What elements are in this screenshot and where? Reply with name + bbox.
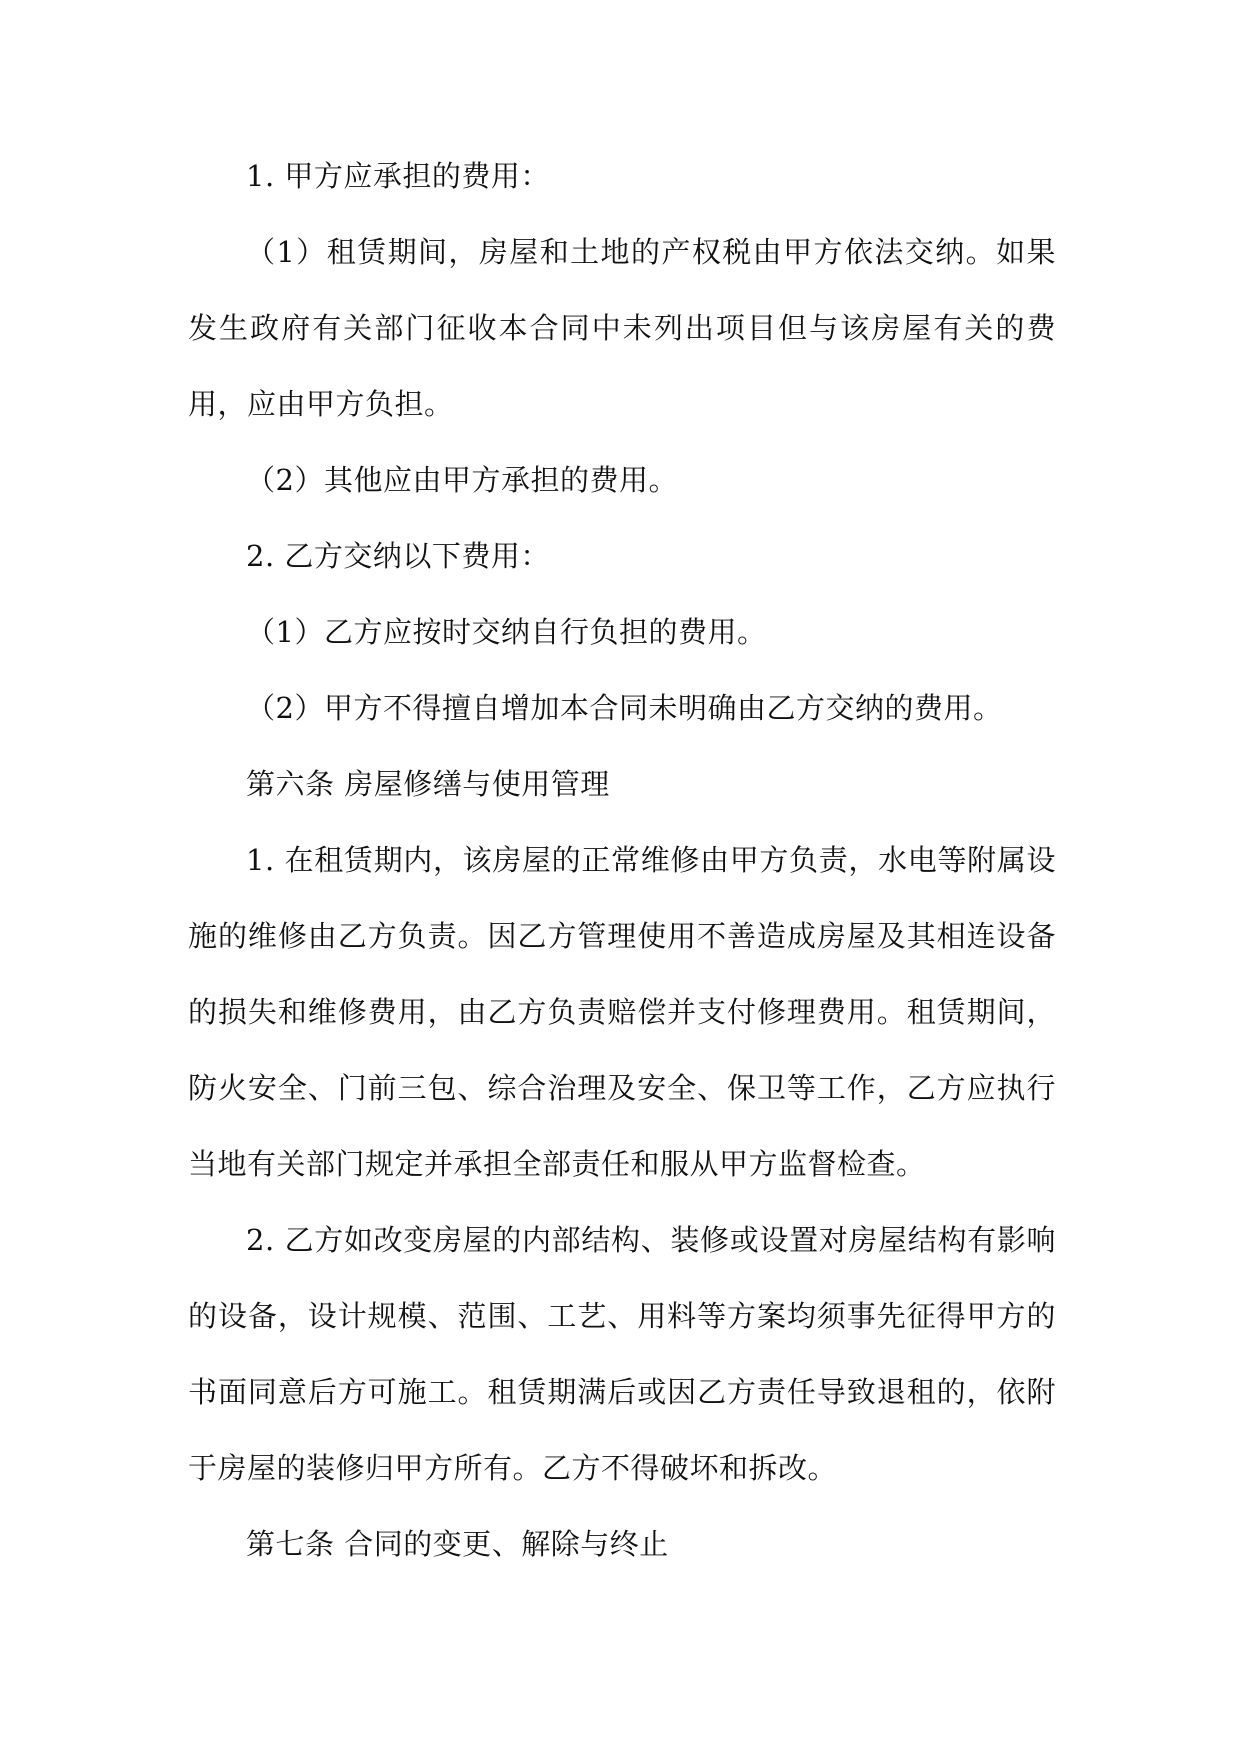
clause-party-b-fees-heading: 2. 乙方交纳以下费用： <box>246 539 550 573</box>
clause-party-b-fees-item-1: （1）乙方应按时交纳自行负担的费用。 <box>246 615 767 649</box>
clause-party-b-fees-item-2: （2）甲方不得擅自增加本合同未明确由乙方交纳的费用。 <box>246 691 1003 725</box>
article-seven-heading: 第七条 合同的变更、解除与终止 <box>246 1527 669 1561</box>
document-body <box>188 138 1056 1582</box>
article-six-item-2: 2. 乙方如改变房屋的内部结构、装修或设置对房屋结构有影响的设备，设计规模、范围、工艺、用料等方案均须事先征得甲方的书面同意后方可施工。租赁期满后或因乙方责任导致退租的，依附于房屋的装修归甲方所有。乙方不得破坏和拆改。 <box>188 1223 1056 1485</box>
article-six-item-1: 1. 在租赁期内，该房屋的正常维修由甲方负责，水电等附属设施的维修由乙方负责。因乙方管理使用不善造成房屋及其相连设备的损失和维修费用，由乙方负责赔偿并支付修理费用。租赁期间，防火安全、门前三包、综合治理及安全、保卫等工作，乙方应执行当地有关部门规定并承担全部责任和服从甲方监督检查。 <box>188 843 1056 1181</box>
article-six-heading: 第六条 房屋修缮与使用管理 <box>246 767 610 801</box>
clause-party-a-fees-item-2: （2）其他应由甲方承担的费用。 <box>246 463 678 497</box>
clause-party-a-fees-item-1: （1）租赁期间，房屋和土地的产权税由甲方依法交纳。如果发生政府有关部门征收本合同中未列出项目但与该房屋有关的费用，应由甲方负担。 <box>188 235 1056 421</box>
clause-party-a-fees-heading: 1. 甲方应承担的费用： <box>246 159 550 193</box>
